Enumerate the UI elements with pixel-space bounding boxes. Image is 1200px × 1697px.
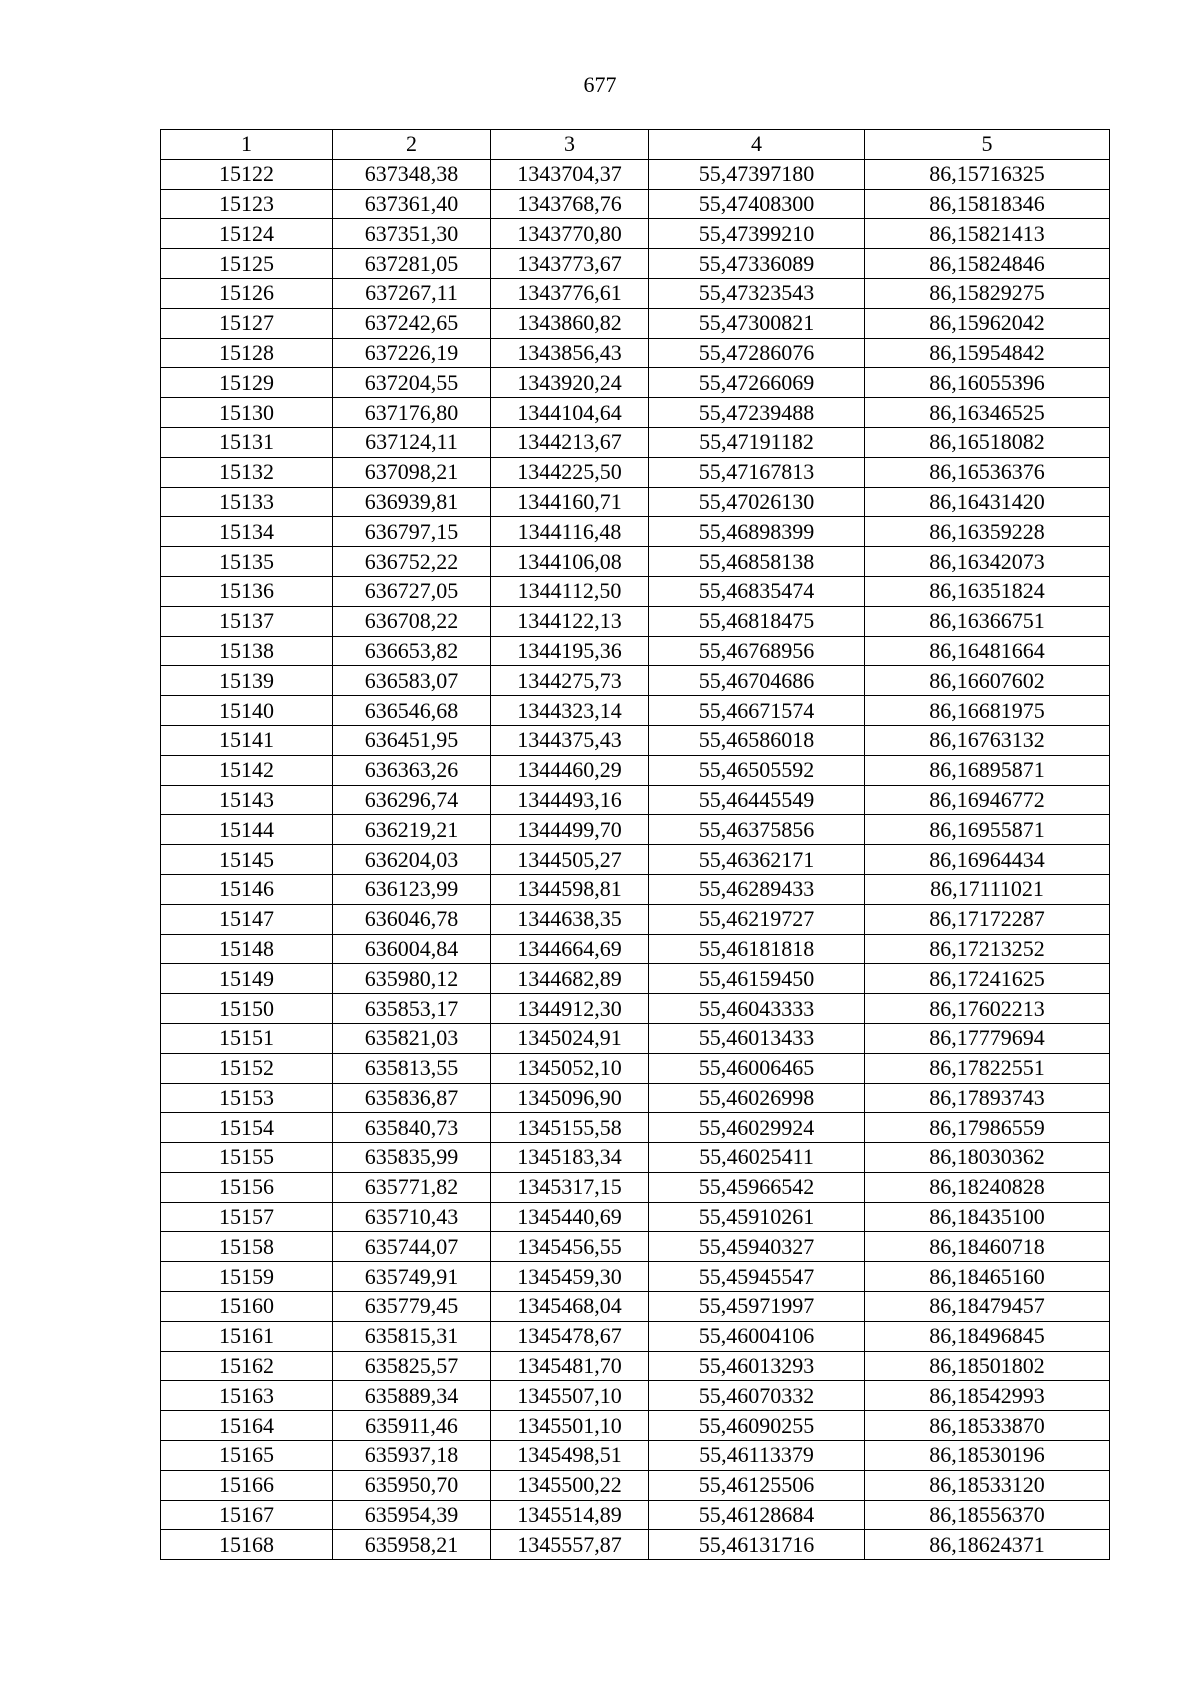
- table-cell: 1345459,30: [491, 1262, 649, 1292]
- table-cell: 55,46004106: [649, 1321, 865, 1351]
- table-row: [161, 934, 1110, 964]
- table-cell: 86,18435100: [865, 1202, 1110, 1232]
- table-cell: 1343773,67: [491, 249, 649, 279]
- table-cell: 15162: [161, 1351, 333, 1381]
- table-cell: 15155: [161, 1143, 333, 1173]
- table-cell: 86,17893743: [865, 1083, 1110, 1113]
- table-cell: 635710,43: [333, 1202, 491, 1232]
- table-row: [161, 427, 1110, 457]
- table-cell: 55,47397180: [649, 159, 865, 189]
- table-cell: 1344682,89: [491, 964, 649, 994]
- table-cell: 637226,19: [333, 338, 491, 368]
- table-cell: 86,18533120: [865, 1470, 1110, 1500]
- table-cell: 1344375,43: [491, 725, 649, 755]
- table-cell: 1343776,61: [491, 278, 649, 308]
- table-row: [161, 696, 1110, 726]
- table-cell: 1344195,36: [491, 636, 649, 666]
- table-cell: 636546,68: [333, 696, 491, 726]
- table-row: [161, 368, 1110, 398]
- table-cell: 15168: [161, 1530, 333, 1560]
- table-cell: 55,46128684: [649, 1500, 865, 1530]
- table-cell: 636204,03: [333, 845, 491, 875]
- table-cell: 1343860,82: [491, 308, 649, 338]
- table-cell: 55,46898399: [649, 517, 865, 547]
- table-cell: 86,17241625: [865, 964, 1110, 994]
- table-cell: 15139: [161, 666, 333, 696]
- table-cell: 86,17111021: [865, 874, 1110, 904]
- table-cell: 1343920,24: [491, 368, 649, 398]
- table-cell: 86,15821413: [865, 219, 1110, 249]
- table-cell: 1344460,29: [491, 755, 649, 785]
- table-cell: 86,18240828: [865, 1172, 1110, 1202]
- table-cell: 635954,39: [333, 1500, 491, 1530]
- table-row: [161, 219, 1110, 249]
- table-cell: 1344493,16: [491, 785, 649, 815]
- table-cell: 86,16946772: [865, 785, 1110, 815]
- table-cell: 1343770,80: [491, 219, 649, 249]
- table-cell: 55,46818475: [649, 606, 865, 636]
- table-cell: 86,16481664: [865, 636, 1110, 666]
- table-cell: 86,18533870: [865, 1411, 1110, 1441]
- table-cell: 86,16346525: [865, 398, 1110, 428]
- table-cell: 15152: [161, 1053, 333, 1083]
- table-row: [161, 398, 1110, 428]
- table-row: [161, 189, 1110, 219]
- table-row: [161, 636, 1110, 666]
- table-cell: 55,47191182: [649, 427, 865, 457]
- table-cell: 635950,70: [333, 1470, 491, 1500]
- table-cell: 15131: [161, 427, 333, 457]
- table-cell: 15129: [161, 368, 333, 398]
- table-cell: 86,18530196: [865, 1441, 1110, 1471]
- table-cell: 86,16351824: [865, 576, 1110, 606]
- table-cell: 637176,80: [333, 398, 491, 428]
- table-row: [161, 845, 1110, 875]
- table-row: [161, 1172, 1110, 1202]
- table-cell: 1344664,69: [491, 934, 649, 964]
- table-cell: 1343856,43: [491, 338, 649, 368]
- table-cell: 55,46858138: [649, 547, 865, 577]
- table-cell: 1344160,71: [491, 487, 649, 517]
- column-header: 4: [649, 130, 865, 160]
- table-cell: 15125: [161, 249, 333, 279]
- table-cell: 86,16359228: [865, 517, 1110, 547]
- table-cell: 86,15954842: [865, 338, 1110, 368]
- table-cell: 86,16342073: [865, 547, 1110, 577]
- table-row: [161, 1023, 1110, 1053]
- table-cell: 637098,21: [333, 457, 491, 487]
- table-body: [161, 159, 1110, 1559]
- table-cell: 1345317,15: [491, 1172, 649, 1202]
- table-cell: 15163: [161, 1381, 333, 1411]
- table-cell: 1345155,58: [491, 1113, 649, 1143]
- table-cell: 86,16955871: [865, 815, 1110, 845]
- table-cell: 635749,91: [333, 1262, 491, 1292]
- table-cell: 86,16964434: [865, 845, 1110, 875]
- table-cell: 637361,40: [333, 189, 491, 219]
- table-cell: 635836,87: [333, 1083, 491, 1113]
- table-cell: 86,16431420: [865, 487, 1110, 517]
- table-cell: 636752,22: [333, 547, 491, 577]
- column-header: 5: [865, 130, 1110, 160]
- table-cell: 1343704,37: [491, 159, 649, 189]
- table-row: [161, 994, 1110, 1024]
- table-cell: 86,15824846: [865, 249, 1110, 279]
- table-cell: 636363,26: [333, 755, 491, 785]
- table-cell: 1345478,67: [491, 1321, 649, 1351]
- table-cell: 636653,82: [333, 636, 491, 666]
- table-cell: 635980,12: [333, 964, 491, 994]
- table-cell: 86,18030362: [865, 1143, 1110, 1173]
- table-row: [161, 964, 1110, 994]
- table-cell: 636708,22: [333, 606, 491, 636]
- table-cell: 55,47026130: [649, 487, 865, 517]
- table-cell: 55,46505592: [649, 755, 865, 785]
- table-cell: 1345557,87: [491, 1530, 649, 1560]
- table-cell: 55,47408300: [649, 189, 865, 219]
- table-cell: 55,46125506: [649, 1470, 865, 1500]
- table-cell: 637281,05: [333, 249, 491, 279]
- table-row: [161, 904, 1110, 934]
- table-cell: 15138: [161, 636, 333, 666]
- table-cell: 1345498,51: [491, 1441, 649, 1471]
- table-cell: 15158: [161, 1232, 333, 1262]
- table-cell: 55,46113379: [649, 1441, 865, 1471]
- table-cell: 15136: [161, 576, 333, 606]
- table-cell: 1344275,73: [491, 666, 649, 696]
- table-row: [161, 159, 1110, 189]
- table-row: [161, 1053, 1110, 1083]
- table-cell: 86,18465160: [865, 1262, 1110, 1292]
- table-cell: 1345481,70: [491, 1351, 649, 1381]
- table-cell: 55,46445549: [649, 785, 865, 815]
- table-cell: 86,16536376: [865, 457, 1110, 487]
- table-cell: 55,46013433: [649, 1023, 865, 1053]
- table-cell: 86,16607602: [865, 666, 1110, 696]
- table-cell: 15151: [161, 1023, 333, 1053]
- table-cell: 15123: [161, 189, 333, 219]
- table-cell: 636123,99: [333, 874, 491, 904]
- table-cell: 15153: [161, 1083, 333, 1113]
- table-row: [161, 1530, 1110, 1560]
- table-row: [161, 1113, 1110, 1143]
- table-cell: 55,47239488: [649, 398, 865, 428]
- table-cell: 636939,81: [333, 487, 491, 517]
- table-cell: 55,45910261: [649, 1202, 865, 1232]
- table-cell: 635744,07: [333, 1232, 491, 1262]
- table-cell: 86,17986559: [865, 1113, 1110, 1143]
- column-header: 3: [491, 130, 649, 160]
- table-cell: 1344116,48: [491, 517, 649, 547]
- table-cell: 1345183,34: [491, 1143, 649, 1173]
- table-cell: 55,46159450: [649, 964, 865, 994]
- table-cell: 55,46006465: [649, 1053, 865, 1083]
- table-cell: 635813,55: [333, 1053, 491, 1083]
- table-cell: 1345096,90: [491, 1083, 649, 1113]
- table-cell: 635911,46: [333, 1411, 491, 1441]
- table-row: [161, 666, 1110, 696]
- table-cell: 86,16366751: [865, 606, 1110, 636]
- table-cell: 86,15829275: [865, 278, 1110, 308]
- table-cell: 86,18460718: [865, 1232, 1110, 1262]
- table-cell: 86,15962042: [865, 308, 1110, 338]
- table-row: [161, 1292, 1110, 1322]
- table-cell: 55,46704686: [649, 666, 865, 696]
- table-cell: 1345501,10: [491, 1411, 649, 1441]
- table-cell: 1344912,30: [491, 994, 649, 1024]
- table-cell: 635771,82: [333, 1172, 491, 1202]
- table-cell: 637242,65: [333, 308, 491, 338]
- table-cell: 86,18496845: [865, 1321, 1110, 1351]
- table-cell: 636046,78: [333, 904, 491, 934]
- table-cell: 55,47167813: [649, 457, 865, 487]
- table-cell: 86,16055396: [865, 368, 1110, 398]
- table-cell: 86,16895871: [865, 755, 1110, 785]
- table-row: [161, 755, 1110, 785]
- table-header-row: [161, 130, 1110, 160]
- table-cell: 1344323,14: [491, 696, 649, 726]
- table-row: [161, 1351, 1110, 1381]
- table-row: [161, 487, 1110, 517]
- table-row: [161, 606, 1110, 636]
- table-cell: 15142: [161, 755, 333, 785]
- table-row: [161, 1202, 1110, 1232]
- table-cell: 15128: [161, 338, 333, 368]
- table-cell: 86,18556370: [865, 1500, 1110, 1530]
- table-cell: 636583,07: [333, 666, 491, 696]
- table-cell: 636004,84: [333, 934, 491, 964]
- table-cell: 15147: [161, 904, 333, 934]
- table-cell: 55,46586018: [649, 725, 865, 755]
- table-cell: 1344505,27: [491, 845, 649, 875]
- table-cell: 15150: [161, 994, 333, 1024]
- table-cell: 15135: [161, 547, 333, 577]
- table-cell: 15133: [161, 487, 333, 517]
- table-cell: 15143: [161, 785, 333, 815]
- table-cell: 55,46835474: [649, 576, 865, 606]
- table-cell: 55,46289433: [649, 874, 865, 904]
- table-row: [161, 457, 1110, 487]
- table-cell: 55,47286076: [649, 338, 865, 368]
- table-cell: 635958,21: [333, 1530, 491, 1560]
- table-cell: 55,46090255: [649, 1411, 865, 1441]
- table-cell: 1345514,89: [491, 1500, 649, 1530]
- table-cell: 15161: [161, 1321, 333, 1351]
- table-cell: 1345440,69: [491, 1202, 649, 1232]
- table-cell: 86,17822551: [865, 1053, 1110, 1083]
- table-cell: 55,46026998: [649, 1083, 865, 1113]
- table-cell: 635840,73: [333, 1113, 491, 1143]
- table-cell: 1344225,50: [491, 457, 649, 487]
- table-cell: 86,17779694: [865, 1023, 1110, 1053]
- table-cell: 15167: [161, 1500, 333, 1530]
- table-row: [161, 338, 1110, 368]
- table-cell: 15149: [161, 964, 333, 994]
- table-cell: 86,17602213: [865, 994, 1110, 1024]
- table-cell: 55,47336089: [649, 249, 865, 279]
- column-header: 1: [161, 130, 333, 160]
- table-cell: 55,45971997: [649, 1292, 865, 1322]
- table-cell: 636451,95: [333, 725, 491, 755]
- table-cell: 86,15716325: [865, 159, 1110, 189]
- table-cell: 636296,74: [333, 785, 491, 815]
- table-row: [161, 1262, 1110, 1292]
- table-cell: 55,46768956: [649, 636, 865, 666]
- table-cell: 55,46181818: [649, 934, 865, 964]
- table-cell: 86,18624371: [865, 1530, 1110, 1560]
- table-cell: 86,16518082: [865, 427, 1110, 457]
- table-cell: 637267,11: [333, 278, 491, 308]
- table-cell: 55,45945547: [649, 1262, 865, 1292]
- table-cell: 55,47300821: [649, 308, 865, 338]
- table-cell: 55,46219727: [649, 904, 865, 934]
- table-row: [161, 249, 1110, 279]
- table-cell: 1344122,13: [491, 606, 649, 636]
- page-number: 677: [583, 72, 617, 97]
- table-cell: 15144: [161, 815, 333, 845]
- table-cell: 635825,57: [333, 1351, 491, 1381]
- column-header: 2: [333, 130, 491, 160]
- table-cell: 55,45940327: [649, 1232, 865, 1262]
- table-cell: 15130: [161, 398, 333, 428]
- table-row: [161, 1411, 1110, 1441]
- table-cell: 1344104,64: [491, 398, 649, 428]
- table-cell: 86,17213252: [865, 934, 1110, 964]
- table-cell: 15165: [161, 1441, 333, 1471]
- table-row: [161, 547, 1110, 577]
- table-cell: 637124,11: [333, 427, 491, 457]
- table-cell: 15127: [161, 308, 333, 338]
- table-cell: 55,46671574: [649, 696, 865, 726]
- table-cell: 55,46375856: [649, 815, 865, 845]
- table-row: [161, 1143, 1110, 1173]
- table-cell: 636219,21: [333, 815, 491, 845]
- table-cell: 636727,05: [333, 576, 491, 606]
- table-cell: 635779,45: [333, 1292, 491, 1322]
- table-cell: 15164: [161, 1411, 333, 1441]
- table-cell: 635835,99: [333, 1143, 491, 1173]
- table-cell: 637348,38: [333, 159, 491, 189]
- table-cell: 15156: [161, 1172, 333, 1202]
- table-row: [161, 1321, 1110, 1351]
- table-cell: 1343768,76: [491, 189, 649, 219]
- table-cell: 1344112,50: [491, 576, 649, 606]
- table-row: [161, 1381, 1110, 1411]
- table-cell: 86,16681975: [865, 696, 1110, 726]
- table-cell: 635815,31: [333, 1321, 491, 1351]
- table-cell: 1345500,22: [491, 1470, 649, 1500]
- table-cell: 1345468,04: [491, 1292, 649, 1322]
- table-cell: 1344638,35: [491, 904, 649, 934]
- table-cell: 15145: [161, 845, 333, 875]
- table-cell: 635889,34: [333, 1381, 491, 1411]
- table-cell: 86,16763132: [865, 725, 1110, 755]
- table-cell: 635937,18: [333, 1441, 491, 1471]
- table-row: [161, 815, 1110, 845]
- table-cell: 55,46013293: [649, 1351, 865, 1381]
- table-cell: 55,46070332: [649, 1381, 865, 1411]
- table-cell: 15160: [161, 1292, 333, 1322]
- table-cell: 1345052,10: [491, 1053, 649, 1083]
- table-cell: 86,18479457: [865, 1292, 1110, 1322]
- coordinates-table: [160, 129, 1110, 1560]
- table-cell: 55,47323543: [649, 278, 865, 308]
- table-cell: 55,46131716: [649, 1530, 865, 1560]
- table-cell: 635853,17: [333, 994, 491, 1024]
- table-cell: 15141: [161, 725, 333, 755]
- table-cell: 15132: [161, 457, 333, 487]
- table-cell: 15140: [161, 696, 333, 726]
- table-cell: 55,46362171: [649, 845, 865, 875]
- table-row: [161, 1083, 1110, 1113]
- table-cell: 15148: [161, 934, 333, 964]
- table-cell: 15124: [161, 219, 333, 249]
- table-cell: 86,15818346: [865, 189, 1110, 219]
- table-cell: 55,46025411: [649, 1143, 865, 1173]
- table-cell: 86,18542993: [865, 1381, 1110, 1411]
- table-cell: 15166: [161, 1470, 333, 1500]
- table-cell: 1345456,55: [491, 1232, 649, 1262]
- table-row: [161, 517, 1110, 547]
- table-row: [161, 725, 1110, 755]
- table-cell: 15157: [161, 1202, 333, 1232]
- table-row: [161, 278, 1110, 308]
- table-cell: 15137: [161, 606, 333, 636]
- table-cell: 15134: [161, 517, 333, 547]
- table-cell: 55,46043333: [649, 994, 865, 1024]
- table-cell: 1344499,70: [491, 815, 649, 845]
- table-cell: 635821,03: [333, 1023, 491, 1053]
- table-cell: 55,47266069: [649, 368, 865, 398]
- table-row: [161, 576, 1110, 606]
- table-row: [161, 1470, 1110, 1500]
- table-cell: 637351,30: [333, 219, 491, 249]
- table-cell: 86,17172287: [865, 904, 1110, 934]
- table-cell: 1344106,08: [491, 547, 649, 577]
- table-cell: 1344598,81: [491, 874, 649, 904]
- table-row: [161, 1500, 1110, 1530]
- table-cell: 15126: [161, 278, 333, 308]
- table-cell: 1344213,67: [491, 427, 649, 457]
- table-cell: 55,47399210: [649, 219, 865, 249]
- table-cell: 637204,55: [333, 368, 491, 398]
- table-cell: 55,46029924: [649, 1113, 865, 1143]
- table-row: [161, 1232, 1110, 1262]
- table-cell: 55,45966542: [649, 1172, 865, 1202]
- table-row: [161, 785, 1110, 815]
- table-cell: 1345507,10: [491, 1381, 649, 1411]
- table-cell: 86,18501802: [865, 1351, 1110, 1381]
- table-cell: 636797,15: [333, 517, 491, 547]
- table-row: [161, 874, 1110, 904]
- table-row: [161, 1441, 1110, 1471]
- table-cell: 1345024,91: [491, 1023, 649, 1053]
- table-cell: 15154: [161, 1113, 333, 1143]
- table-cell: 15122: [161, 159, 333, 189]
- table-row: [161, 308, 1110, 338]
- table-cell: 15159: [161, 1262, 333, 1292]
- table-cell: 15146: [161, 874, 333, 904]
